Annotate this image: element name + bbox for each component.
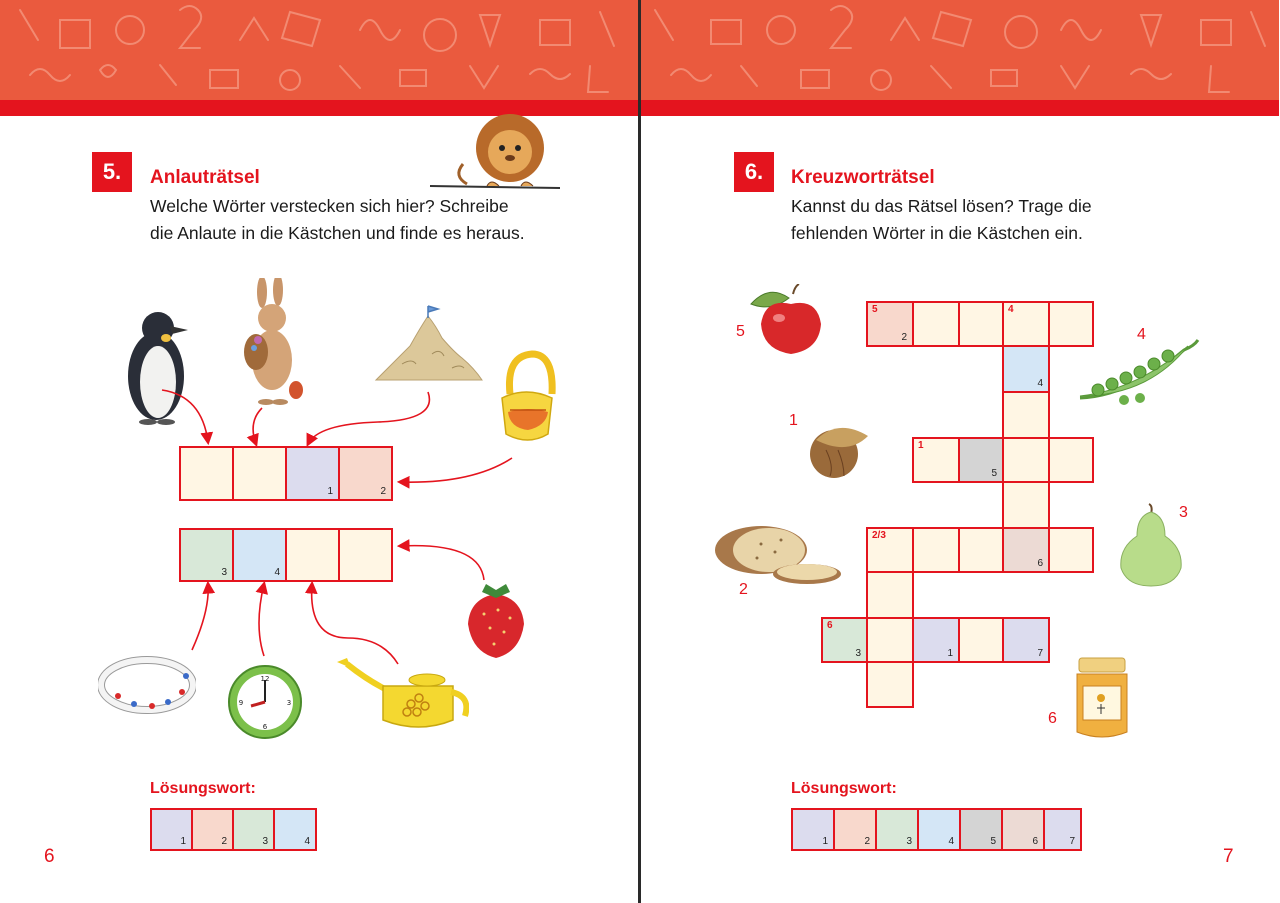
solution-box-4[interactable]: 4: [917, 808, 961, 851]
exercise-instruction: [791, 193, 1261, 247]
lion-icon: [425, 108, 565, 190]
grid-cell[interactable]: [866, 571, 914, 619]
solution-box-1[interactable]: 1: [150, 808, 193, 851]
exercise-number: 5.: [92, 152, 132, 192]
grid-cell[interactable]: 5 2: [866, 301, 914, 347]
word2-box-3[interactable]: [285, 528, 340, 582]
solution-box-6[interactable]: 6: [1001, 808, 1045, 851]
exercise-instruction: [150, 193, 620, 247]
header-banner: [0, 0, 638, 100]
header-stripe: [641, 100, 1279, 116]
grid-cell[interactable]: [958, 617, 1004, 663]
instruction-line-1: Kannst du das Rätsel lösen? Trage die: [791, 196, 1092, 216]
grid-cell[interactable]: 4: [1002, 301, 1050, 347]
grid-cell[interactable]: 7: [1002, 617, 1050, 663]
watering-can-icon: [333, 656, 469, 738]
grid-cell[interactable]: [958, 527, 1004, 573]
svg-text:9: 9: [238, 699, 244, 707]
solution-box-7[interactable]: 7: [1043, 808, 1082, 851]
clue-number: 3: [1179, 504, 1188, 521]
svg-text:3: 3: [286, 699, 292, 707]
grid-cell[interactable]: [1002, 391, 1050, 439]
strawberry-icon: [464, 580, 528, 660]
instruction-line-2: die Anlaute in die Kästchen und finde es heraus.: [150, 223, 525, 243]
penguin-icon: [120, 308, 192, 426]
svg-text:6: 6: [262, 723, 268, 731]
grid-cell[interactable]: 1: [912, 437, 960, 483]
word2-box-1[interactable]: 3: [179, 528, 234, 582]
exercise-title: Anlauträtsel: [150, 167, 260, 188]
left-page: [0, 0, 638, 903]
rabbit-icon: [240, 278, 310, 408]
clue-number: 1: [789, 412, 798, 429]
sandcastle-icon: [372, 304, 486, 384]
grid-cell[interactable]: [1002, 481, 1050, 529]
grid-cell[interactable]: [958, 301, 1006, 347]
svg-text:12: 12: [260, 675, 270, 683]
grid-cell[interactable]: 4: [1002, 345, 1050, 393]
solution-box-3[interactable]: 3: [232, 808, 275, 851]
solution-box-1[interactable]: 1: [791, 808, 835, 851]
word2-box-4[interactable]: [338, 528, 393, 582]
solution-box-5[interactable]: 5: [959, 808, 1003, 851]
instruction-line-1: Welche Wörter verstecken sich hier? Schreibe: [150, 196, 509, 216]
clue-number: 4: [1137, 326, 1146, 343]
clue-number: 2: [739, 581, 748, 598]
instruction-line-2: fehlenden Wörter in die Kästchen ein.: [791, 223, 1083, 243]
grid-cell[interactable]: [1048, 301, 1094, 347]
word1-box-2[interactable]: [232, 446, 287, 501]
solution-label: Lösungswort:: [791, 780, 897, 797]
solution-label: Lösungswort:: [150, 780, 256, 797]
grid-cell[interactable]: [866, 661, 914, 708]
honey-jar-icon: [1071, 654, 1133, 744]
page-number: 6: [44, 846, 55, 867]
handbag-icon: [496, 350, 558, 446]
bracelet-icon: [98, 656, 196, 714]
solution-box-3[interactable]: 3: [875, 808, 919, 851]
page-number: 7: [1223, 846, 1234, 867]
solution-box-2[interactable]: 2: [833, 808, 877, 851]
hazelnut-icon: [804, 414, 874, 482]
grid-cell[interactable]: [1048, 527, 1094, 573]
exercise-number: 6.: [734, 152, 774, 192]
grid-cell[interactable]: 2/3: [866, 527, 914, 573]
grid-cell[interactable]: 6 3: [821, 617, 868, 663]
solution-box-4[interactable]: 4: [273, 808, 317, 851]
grid-cell[interactable]: [912, 301, 960, 347]
word2-box-2[interactable]: 4: [232, 528, 287, 582]
exercise-title: Kreuzworträtsel: [791, 167, 935, 188]
clock-icon: [225, 658, 305, 744]
grid-cell[interactable]: [866, 617, 914, 663]
bread-icon: [711, 520, 843, 592]
solution-box-2[interactable]: 2: [191, 808, 234, 851]
grid-cell[interactable]: [912, 527, 960, 573]
clue-number: 5: [736, 323, 745, 340]
doodle-pattern-icon: [641, 0, 1279, 100]
grid-cell[interactable]: 5: [958, 437, 1004, 483]
word1-box-3[interactable]: 1: [285, 446, 340, 501]
apple-icon: [739, 284, 831, 356]
pear-icon: [1119, 500, 1189, 588]
word1-box-4[interactable]: 2: [338, 446, 393, 501]
grid-cell[interactable]: 6: [1002, 527, 1050, 573]
word1-box-1[interactable]: [179, 446, 234, 501]
clue-number: 6: [1048, 710, 1057, 727]
grid-cell[interactable]: [1002, 437, 1050, 483]
header-banner: [641, 0, 1279, 100]
grid-cell[interactable]: 1: [912, 617, 960, 663]
doodle-pattern-icon: [0, 0, 638, 100]
grid-cell[interactable]: [1048, 437, 1094, 483]
right-page: [641, 0, 1279, 903]
